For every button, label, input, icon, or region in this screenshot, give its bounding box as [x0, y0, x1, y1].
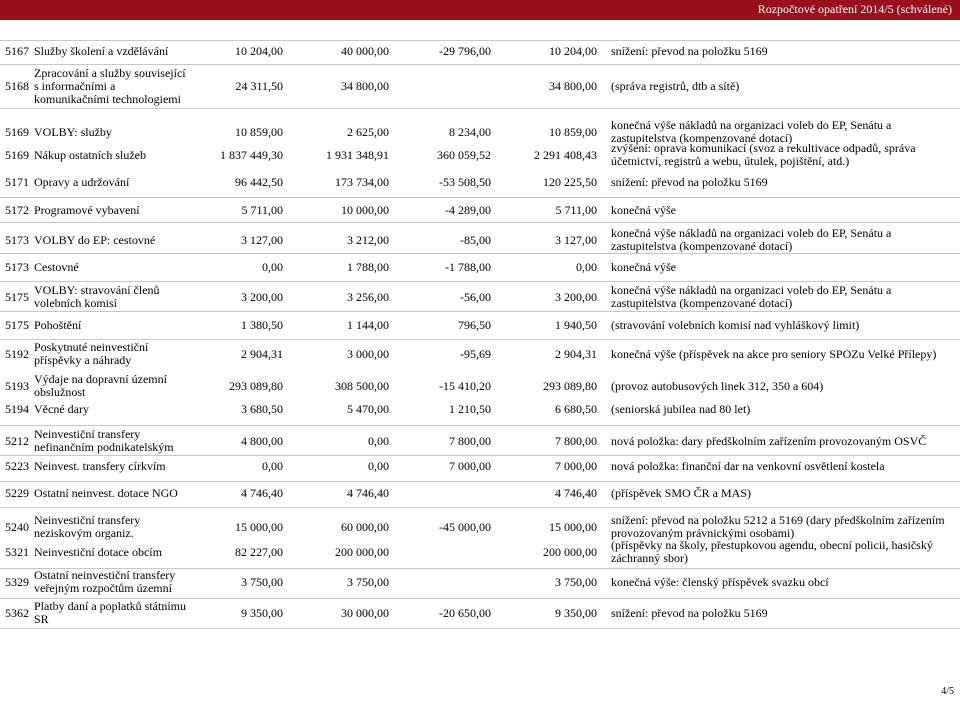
- value-v4: 3 200,00: [555, 290, 597, 304]
- value-v2: 3 212,00: [347, 233, 389, 247]
- item-name: příspěvky a náhrady: [34, 353, 132, 367]
- item-name: nefinančním podnikatelským: [34, 440, 174, 454]
- row-divider: [0, 507, 960, 508]
- item-note: nová položka: finanční dar na venkovní osvětlení kostela: [611, 458, 885, 473]
- item-name: VOLBY: služby: [34, 124, 112, 139]
- item-name: komunikačními technologiemi: [34, 91, 181, 106]
- item-name: Ostatní neinvest. dotace NGO: [34, 485, 178, 500]
- value-v1: 1 837 449,30: [220, 148, 283, 162]
- value-v4: 2 904,31: [555, 347, 597, 361]
- value-v2: 34 800,00: [341, 79, 389, 93]
- item-note: snížení: převod na položku 5212 a 5169 (dary předškolním zařízením: [611, 513, 945, 527]
- value-v2: 5 470,00: [347, 402, 389, 416]
- item-note: zastupitelstva (kompenzované dotací): [611, 131, 793, 145]
- item-name: Nákup ostatních služeb: [34, 147, 146, 162]
- value-v4: 3 750,00: [555, 575, 597, 589]
- row-divider: [0, 311, 960, 312]
- value-v2: 30 000,00: [341, 606, 389, 620]
- item-code: 5167: [5, 44, 29, 58]
- item-name: veřejným rozpočtům územní: [34, 581, 172, 595]
- item-note: záchranný sbor): [611, 551, 688, 565]
- value-v4: 6 680,50: [555, 402, 597, 416]
- item-name: SR: [34, 612, 49, 626]
- item-note: nová položka: dary předškolním zařízením provozovaným OSVČ: [611, 433, 927, 448]
- item-note: (příspěvky na školy, přestupkovou agendu, obecní policii, hasičský: [611, 538, 933, 552]
- page-number: 4/5: [941, 686, 954, 697]
- value-v2: 308 500,00: [335, 379, 389, 393]
- value-v4: 7 800,00: [555, 434, 597, 448]
- item-name: Služby školení a vzdělávání: [34, 43, 169, 58]
- value-v4: 10 859,00: [549, 125, 597, 139]
- item-note: konečná výše: [611, 259, 676, 274]
- item-note: snížení: převod na položku 5169: [611, 174, 768, 189]
- value-v3: 1 210,50: [449, 402, 491, 416]
- row-divider: [0, 64, 960, 65]
- document-title: Rozpočtové opatření 2014/5 (schválené): [757, 2, 952, 16]
- item-name: volebních komisí: [34, 296, 117, 310]
- value-v1: 10 204,00: [235, 44, 283, 58]
- item-note: zastupitelstva (kompenzované dotací): [611, 239, 793, 253]
- value-v1: 15 000,00: [235, 520, 283, 534]
- value-v1: 3 750,00: [241, 575, 283, 589]
- item-name: Neinvest. transfery církvím: [34, 458, 166, 473]
- item-code: 5192: [5, 347, 29, 361]
- value-v3: -85,00: [460, 233, 491, 247]
- item-note: účetnictví, registrů a webu, útulek, pojištění, atd.): [611, 154, 850, 168]
- value-v3: 7 800,00: [449, 434, 491, 448]
- value-v3: 8 234,00: [449, 125, 491, 139]
- item-code: 5212: [5, 434, 29, 448]
- value-v4: 7 000,00: [555, 459, 597, 473]
- value-v1: 4 746,40: [241, 486, 283, 500]
- value-v3: -45 000,00: [439, 520, 491, 534]
- row-divider: [0, 281, 960, 282]
- item-name: Neinvestiční transfery: [34, 427, 141, 441]
- value-v4: 1 940,50: [555, 318, 597, 332]
- value-v1: 5 711,00: [241, 203, 283, 217]
- value-v2: 1 931 348,91: [326, 148, 389, 162]
- value-v4: 4 746,40: [555, 486, 597, 500]
- value-v3: -15 410,20: [439, 379, 491, 393]
- value-v4: 5 711,00: [555, 203, 597, 217]
- item-note: (provoz autobusových linek 312, 350 a 604): [611, 378, 824, 393]
- item-note: (správa registrů, dtb a sítě): [611, 78, 740, 93]
- item-name: Výdaje na dopravní územní: [34, 372, 167, 386]
- item-name: VOLBY: stravování členů: [34, 283, 160, 297]
- value-v2: 10 000,00: [341, 203, 389, 217]
- row-divider: [0, 197, 960, 198]
- item-code: 5173: [5, 233, 29, 247]
- item-name: obslužnost: [34, 385, 86, 399]
- item-name: Opravy a udržování: [34, 174, 130, 189]
- item-note: zastupitelstva (kompenzované dotací): [611, 296, 793, 310]
- item-name: Poskytnuté neinvestiční: [34, 340, 149, 354]
- value-v1: 0,00: [262, 260, 283, 274]
- value-v2: 60 000,00: [341, 520, 389, 534]
- item-name: VOLBY do EP: cestovné: [34, 232, 156, 247]
- item-code: 5362: [5, 606, 29, 620]
- value-v4: 3 127,00: [555, 233, 597, 247]
- item-code: 5193: [5, 379, 29, 393]
- item-code: 5175: [5, 290, 29, 304]
- item-code: 5194: [5, 402, 29, 416]
- value-v1: 82 227,00: [235, 545, 283, 559]
- item-note: (stravování volebních komisí nad vyhláškový limit): [611, 317, 860, 332]
- item-name: neziskovým organiz.: [34, 526, 134, 540]
- item-name: s informačními a: [34, 78, 116, 93]
- item-note: snížení: převod na položku 5169: [611, 605, 768, 620]
- value-v3: 7 000,00: [449, 459, 491, 473]
- item-name: Neinvestiční dotace obcím: [34, 544, 162, 559]
- item-name: Pohoštění: [34, 317, 82, 332]
- value-v1: 3 127,00: [241, 233, 283, 247]
- item-name: Neinvestiční transfery: [34, 513, 141, 527]
- value-v4: 293 089,80: [543, 379, 597, 393]
- value-v1: 10 859,00: [235, 125, 283, 139]
- row-divider: [0, 481, 960, 482]
- value-v3: -4 289,00: [445, 203, 491, 217]
- value-v2: 1 144,00: [347, 318, 389, 332]
- row-divider: [0, 253, 960, 254]
- row-divider: [0, 222, 960, 223]
- item-note: (seniorská jubilea nad 80 let): [611, 401, 751, 416]
- value-v1: 2 904,31: [241, 347, 283, 361]
- value-v4: 10 204,00: [549, 44, 597, 58]
- value-v1: 1 380,50: [241, 318, 283, 332]
- item-code: 5240: [5, 520, 29, 534]
- item-note: konečná výše nákladů na organizaci voleb do EP, Senátu a: [611, 226, 892, 240]
- item-note: konečná výše (příspěvek na akce pro seniory SPOZu Velké Přílepy): [611, 346, 937, 361]
- item-code: 5229: [5, 486, 29, 500]
- value-v3: -1 788,00: [445, 260, 491, 274]
- value-v1: 24 311,50: [235, 79, 283, 93]
- item-name: Ostatní neinvestiční transfery: [34, 568, 176, 582]
- value-v1: 96 442,50: [235, 175, 283, 189]
- item-note: konečná výše nákladů na organizaci voleb do EP, Senátu a: [611, 283, 892, 297]
- value-v2: 3 000,00: [347, 347, 389, 361]
- value-v1: 4 800,00: [241, 434, 283, 448]
- item-note: konečná výše: členský příspěvek svazku obcí: [611, 574, 829, 589]
- value-v2: 0,00: [368, 434, 389, 448]
- item-name: Programové vybavení: [34, 202, 140, 217]
- value-v2: 40 000,00: [341, 44, 389, 58]
- item-note: konečná výše nákladů na organizaci voleb do EP, Senátu a: [611, 118, 892, 132]
- value-v3: -95,69: [460, 347, 491, 361]
- item-code: 5175: [5, 318, 29, 332]
- value-v3: -53 508,50: [439, 175, 491, 189]
- item-name: Věcné dary: [34, 401, 89, 416]
- value-v1: 0,00: [262, 459, 283, 473]
- value-v4: 120 225,50: [543, 175, 597, 189]
- value-v2: 4 746,40: [347, 486, 389, 500]
- value-v4: 0,00: [576, 260, 597, 274]
- value-v4: 2 291 408,43: [534, 148, 597, 162]
- item-code: 5171: [5, 175, 29, 189]
- item-code: 5329: [5, 575, 29, 589]
- value-v2: 200 000,00: [335, 545, 389, 559]
- value-v2: 173 734,00: [335, 175, 389, 189]
- value-v2: 1 788,00: [347, 260, 389, 274]
- row-divider: [0, 108, 960, 109]
- value-v3: 796,50: [458, 318, 491, 332]
- value-v3: 360 059,52: [437, 148, 491, 162]
- item-note: snížení: převod na položku 5169: [611, 43, 768, 58]
- item-name: Platby daní a poplatků státnímu: [34, 599, 186, 613]
- value-v1: 9 350,00: [241, 606, 283, 620]
- row-divider: [0, 40, 960, 41]
- value-v1: 3 200,00: [241, 290, 283, 304]
- row-divider: [0, 455, 960, 456]
- item-code: 5173: [5, 260, 29, 274]
- value-v2: 3 256,00: [347, 290, 389, 304]
- item-name: Zpracování a služby související: [34, 65, 186, 80]
- item-note: konečná výše: [611, 202, 676, 217]
- item-code: 5169: [5, 148, 29, 162]
- value-v3: -29 796,00: [439, 44, 491, 58]
- item-note: (příspěvek SMO ČR a MAS): [611, 485, 751, 500]
- value-v3: -20 650,00: [439, 606, 491, 620]
- value-v4: 9 350,00: [555, 606, 597, 620]
- value-v2: 0,00: [368, 459, 389, 473]
- value-v1: 293 089,80: [229, 379, 283, 393]
- item-code: 5172: [5, 203, 29, 217]
- item-note: provozovaným právnickými osobami): [611, 526, 795, 540]
- value-v4: 34 800,00: [549, 79, 597, 93]
- item-name: Cestovné: [34, 259, 79, 274]
- item-code: 5223: [5, 459, 29, 473]
- row-divider: [0, 425, 960, 426]
- value-v4: 200 000,00: [543, 545, 597, 559]
- item-code: 5168: [5, 79, 29, 93]
- value-v2: 3 750,00: [347, 575, 389, 589]
- row-divider: [0, 628, 960, 629]
- item-note: zvýšení: oprava komunikací (svoz a rekultivace odpadů, správa: [611, 141, 916, 155]
- item-code: 5321: [5, 545, 29, 559]
- value-v2: 2 625,00: [347, 125, 389, 139]
- value-v3: -56,00: [460, 290, 491, 304]
- value-v1: 3 680,50: [241, 402, 283, 416]
- item-code: 5169: [5, 125, 29, 139]
- value-v4: 15 000,00: [549, 520, 597, 534]
